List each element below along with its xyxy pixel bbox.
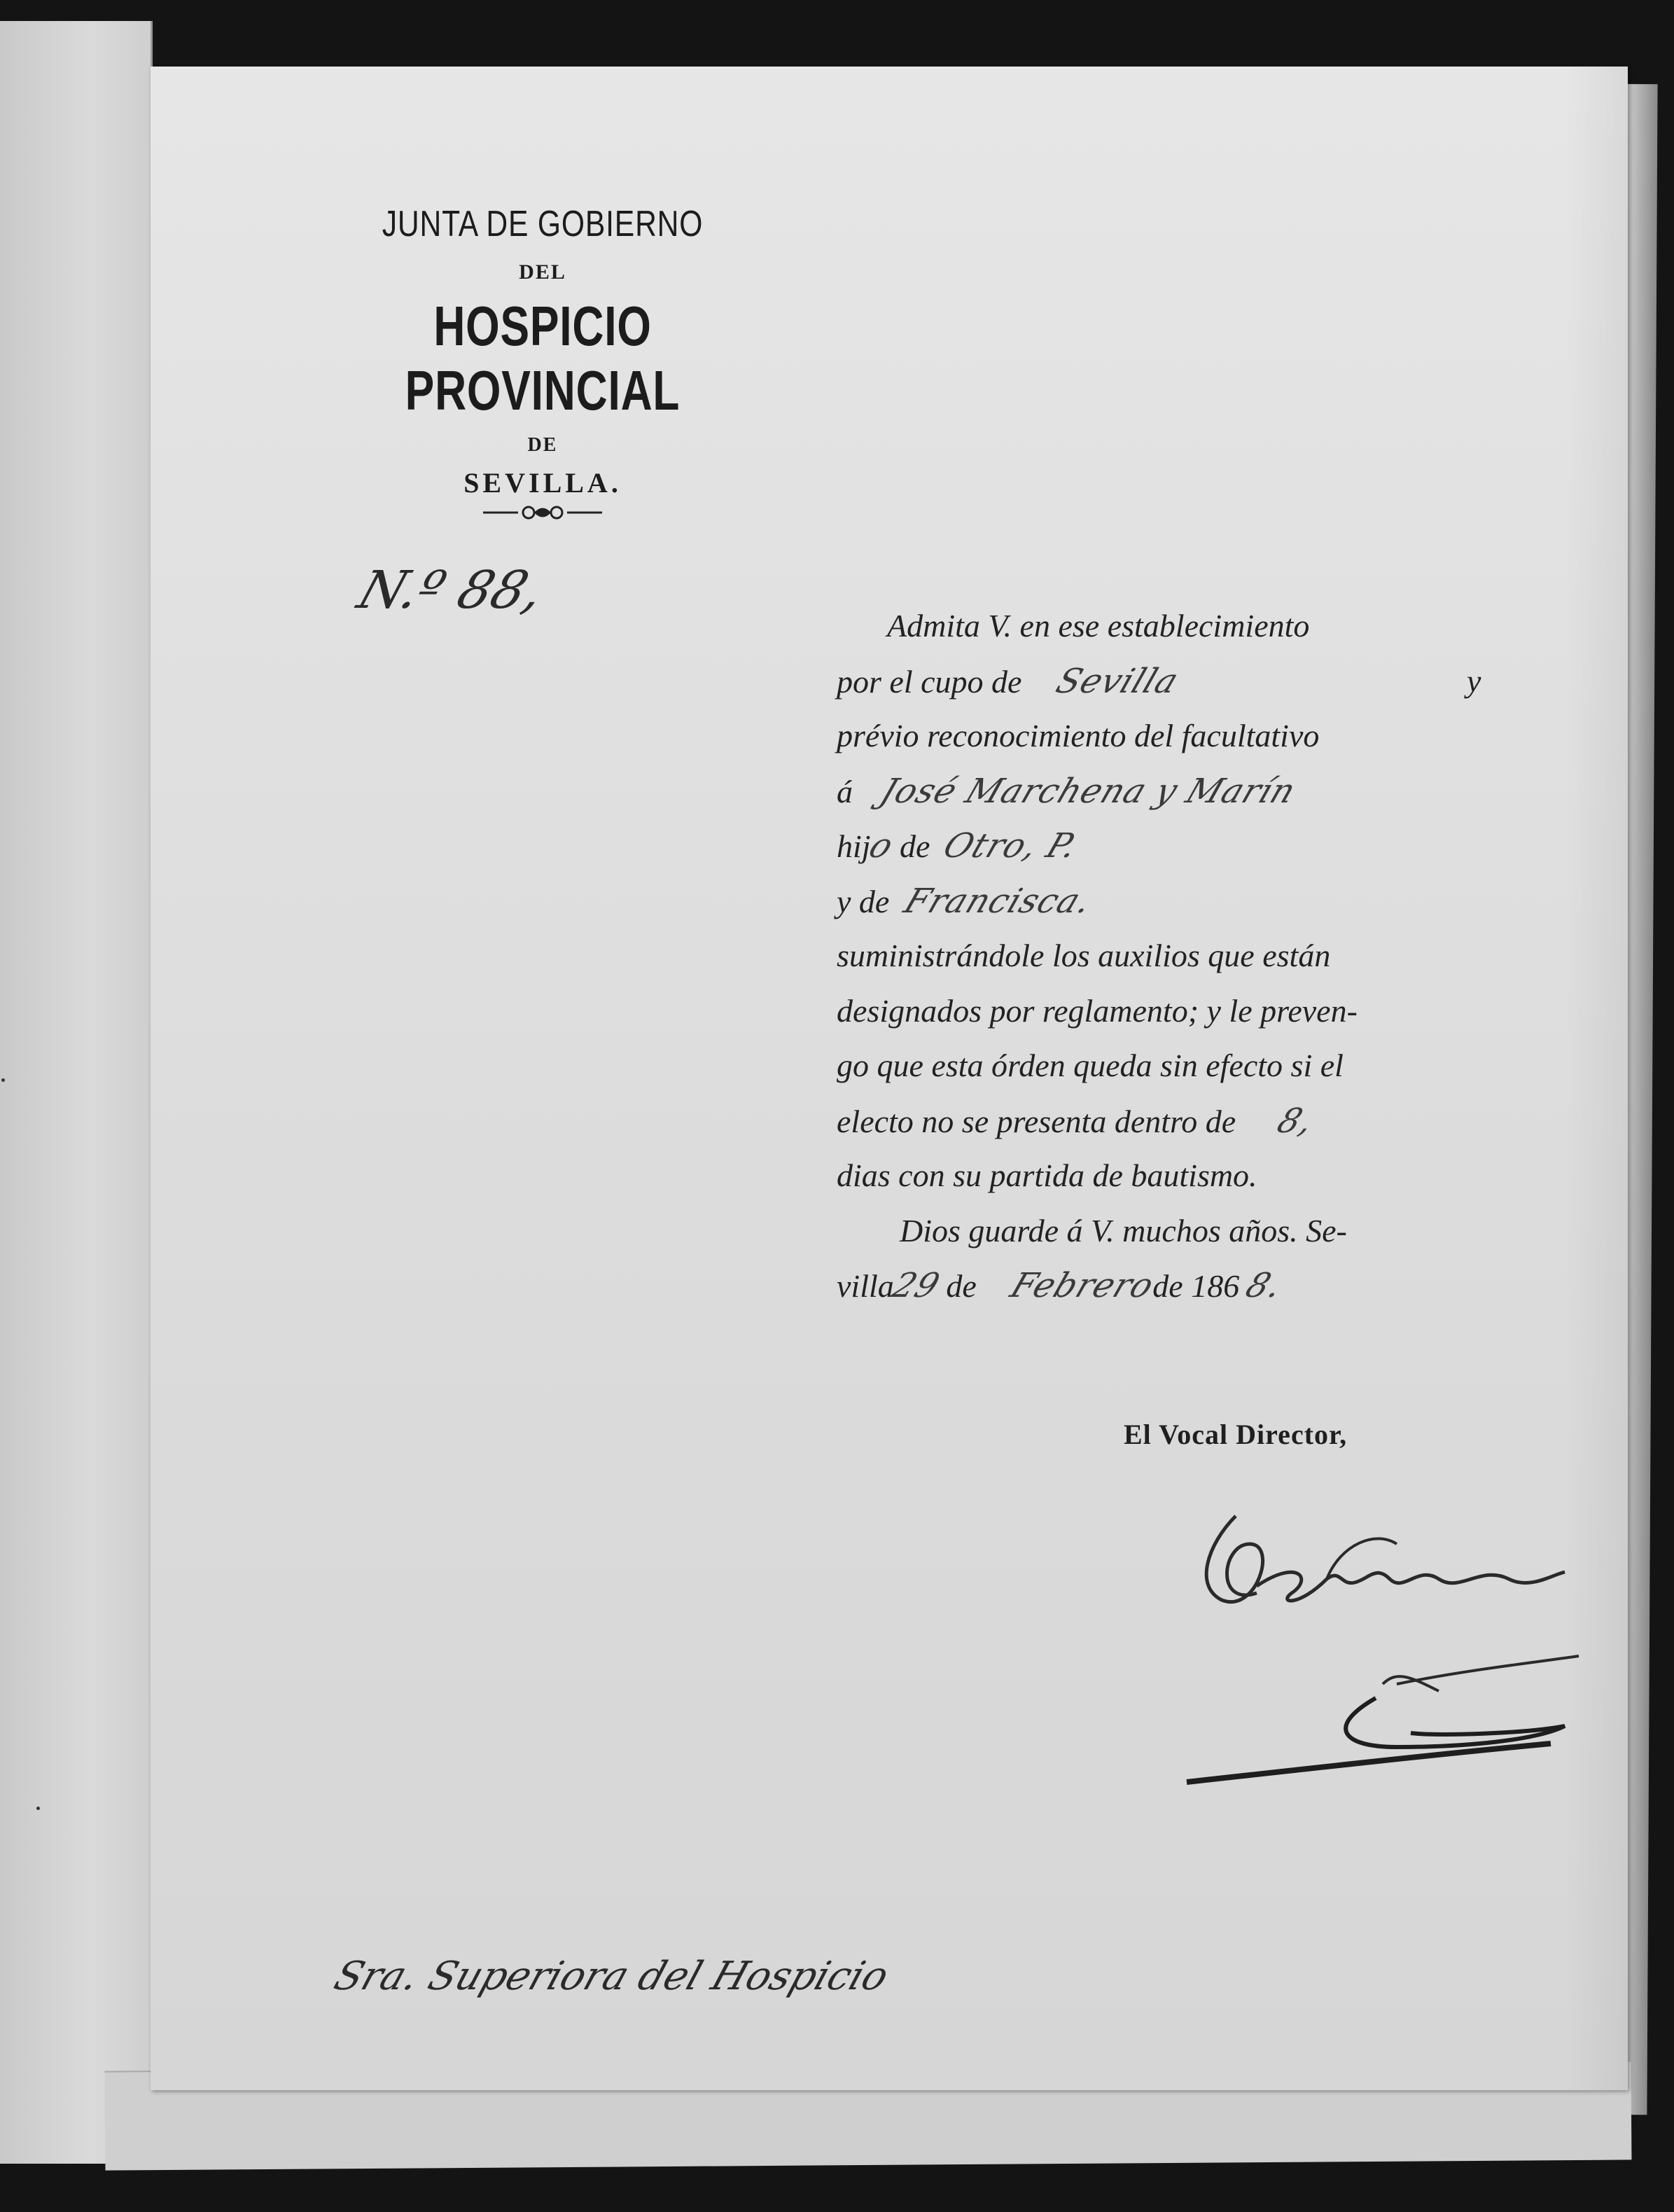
handwritten-cupo: Sevilla [1050,661,1185,701]
handwritten-mother: Francisca. [898,881,1098,921]
body-text: de [946,1268,977,1304]
body-text: y [1467,662,1481,699]
body-line [837,599,1509,654]
body-line [837,984,1509,1039]
handwritten-month: Febrero [1005,1266,1160,1305]
body-line [837,654,1509,709]
body-text: de [899,828,930,864]
speck [1,1078,5,1082]
document-sheet [151,67,1628,2090]
body-line [837,1148,1509,1204]
letterhead-junta: JUNTA DE GOBIERNO [382,204,704,244]
signature [1047,1502,1607,1800]
body-line [837,874,1509,929]
ornament-flourish [228,502,858,527]
body-text: por el cupo de [837,663,1022,700]
body-text: y de [837,883,890,919]
body-line [837,928,1509,984]
body-text: electo no se presenta dentro de [837,1103,1236,1139]
body-text: dias con su partida de bautismo. [837,1157,1257,1193]
handwritten-day: 29 [886,1266,946,1305]
handwritten-number: N.º 88, [351,560,552,620]
body-text: de 186 [1152,1268,1240,1304]
body-text: suministrándole los auxilios que están [837,938,1331,973]
handwritten-gender: o [863,826,899,865]
body-line [837,1038,1509,1094]
handwritten-days: 8, [1271,1101,1320,1141]
body-text: go que esta órden queda sin efecto si el [837,1048,1344,1083]
body-text: á [837,773,853,809]
body-line [837,1258,1509,1314]
body-line [837,1094,1509,1149]
letterhead-sevilla: SEVILLA. [463,467,622,499]
signature-scribble [1047,1502,1607,1796]
body-line [837,819,1509,874]
order-body [837,599,1509,1314]
body-line [837,709,1509,764]
body-text: prévio reconocimiento del facultativo [837,718,1320,753]
body-text: villa [837,1268,894,1304]
body-text: hij [837,828,871,864]
signoff: El Vocal Director, [1124,1419,1348,1450]
body-text: designados por reglamento; y le preven- [837,992,1358,1029]
handwritten-name: José Marchena y Marín [874,771,1302,811]
letterhead [228,203,858,527]
speck [36,1807,40,1810]
handwritten-father: Otro, P. [937,826,1084,865]
letterhead-hospicio: HOSPICIO PROVINCIAL [405,295,681,422]
body-text: Admita V. en ese establecimiento [887,608,1310,644]
underlying-page-left [0,21,153,2164]
addressee: Sra. Superiora del Hospicio [328,1954,895,1999]
letterhead-de: DE [527,434,558,456]
handwritten-year: 8. [1240,1266,1288,1305]
body-text: Dios guarde á V. muchos años. Se- [900,1212,1347,1248]
body-line [837,764,1509,819]
letterhead-del: DEL [519,260,566,284]
body-line [837,1204,1509,1259]
